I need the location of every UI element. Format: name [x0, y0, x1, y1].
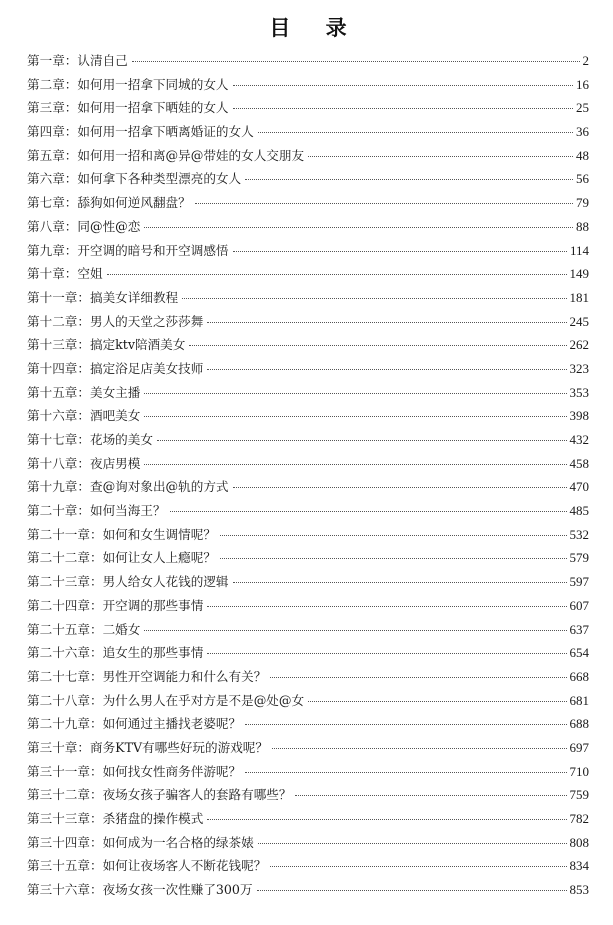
toc-chapter-title: 夜场女孩一次性赚了300万 — [102, 882, 253, 898]
toc-entry[interactable] — [27, 736, 589, 760]
toc-entry[interactable] — [27, 546, 589, 570]
toc-dot-leader — [245, 178, 573, 180]
toc-chapter-title: 搞定ktv陪酒美女 — [89, 337, 186, 353]
toc-page-number: 470 — [569, 479, 589, 495]
toc-dot-leader — [207, 321, 566, 323]
toc-chapter-title: 认清自己 — [77, 53, 128, 68]
toc-entry[interactable] — [27, 96, 589, 120]
toc-entry[interactable] — [27, 618, 589, 642]
toc-entry[interactable] — [27, 215, 589, 239]
toc-dot-leader — [233, 486, 567, 488]
toc-chapter-number: 第八章： — [27, 218, 78, 234]
toc-chapter-number: 第九章： — [27, 242, 78, 258]
toc-entry[interactable] — [27, 428, 589, 452]
toc-chapter-number: 第三十章： — [27, 739, 90, 755]
toc-page-number: 88 — [576, 218, 589, 234]
toc-chapter-number: 第二十三章： — [27, 574, 103, 590]
toc-page-number: 458 — [569, 455, 589, 471]
toc-entry[interactable] — [27, 594, 589, 618]
toc-chapter-number: 第四章： — [27, 124, 78, 140]
toc-entry[interactable] — [27, 167, 589, 191]
toc-chapter-title: 如何用一招拿下晒离婚证的女人 — [77, 124, 254, 140]
toc-entry[interactable] — [27, 831, 589, 855]
toc-dot-leader — [257, 889, 567, 891]
toc-dot-leader — [157, 439, 567, 441]
toc-chapter-title: 如何用一招拿下同城的女人 — [77, 76, 229, 92]
toc-chapter-number: 第五章： — [27, 147, 78, 163]
toc-page-number: 181 — [569, 289, 589, 305]
toc-entry[interactable] — [27, 570, 589, 594]
toc-chapter-number: 第三十三章： — [27, 811, 103, 826]
toc-dot-leader — [233, 581, 567, 583]
toc-entry[interactable] — [27, 499, 589, 523]
toc-dot-leader — [233, 84, 574, 86]
toc-page-number: 853 — [569, 882, 589, 898]
toc-chapter-number: 第十章： — [27, 266, 78, 282]
toc-chapter-title: 如何和女生调情呢？ — [102, 526, 216, 542]
toc-page-number: 149 — [569, 266, 589, 282]
toc-dot-leader — [270, 865, 566, 867]
toc-dot-leader — [144, 392, 566, 394]
toc-page-number: 432 — [569, 432, 589, 447]
toc-entry[interactable] — [27, 333, 589, 357]
toc-dot-leader — [308, 155, 573, 157]
toc-page-number: 808 — [569, 834, 589, 850]
toc-chapter-title: 同@性@恋 — [77, 218, 141, 234]
toc-chapter-title: 美女主播 — [89, 384, 141, 400]
toc-page-number: 16 — [576, 76, 589, 92]
toc-dot-leader — [220, 557, 567, 559]
toc-chapter-number: 第十七章： — [27, 432, 90, 447]
toc-dot-leader — [308, 700, 566, 702]
toc-chapter-number: 第二十二章： — [27, 550, 103, 566]
toc-dot-leader — [233, 250, 567, 252]
toc-dot-leader — [258, 842, 567, 844]
toc-chapter-title: 查@询对象出@轨的方式 — [89, 479, 229, 495]
toc-chapter-title: 如何通过主播找老婆呢？ — [102, 716, 242, 732]
toc-chapter-title: 搞定浴足店美女技师 — [89, 360, 204, 376]
toc-chapter-title: 酒吧美女 — [89, 408, 141, 424]
toc-chapter-title: 杀猪盘的操作模式 — [102, 811, 204, 826]
toc-page-number: 25 — [576, 100, 589, 116]
toc-dot-leader — [144, 463, 566, 465]
toc-chapter-title: 夜场女孩子骗客人的套路有哪些？ — [102, 787, 292, 803]
toc-chapter-number: 第二章： — [27, 76, 78, 92]
toc-entry[interactable] — [27, 523, 589, 547]
toc-chapter-title: 如何拿下各种类型漂亮的女人 — [77, 171, 242, 187]
toc-page-number: 782 — [569, 811, 589, 826]
toc-entry[interactable] — [27, 689, 589, 713]
toc-chapter-title: 如何让女人上瘾呢？ — [102, 550, 216, 566]
toc-chapter-number: 第三十一章： — [27, 763, 103, 779]
toc-dot-leader — [207, 605, 566, 607]
toc-entry[interactable] — [27, 475, 589, 499]
toc-entry[interactable] — [27, 381, 589, 405]
toc-dot-leader — [220, 534, 567, 536]
toc-dot-leader — [182, 297, 566, 299]
toc-page-number: 245 — [569, 313, 589, 329]
toc-chapter-number: 第三十二章： — [27, 787, 103, 803]
toc-dot-leader — [233, 107, 574, 109]
toc-dot-leader — [295, 794, 566, 796]
toc-chapter-number: 第十九章： — [27, 479, 90, 495]
toc-entry[interactable] — [27, 807, 589, 831]
toc-page-number: 114 — [569, 242, 589, 258]
toc-chapter-number: 第十三章： — [27, 337, 90, 353]
toc-page-number: 532 — [569, 526, 589, 542]
toc-entry[interactable] — [27, 49, 589, 73]
toc-page-number: 654 — [569, 645, 589, 661]
toc-dot-leader — [272, 747, 567, 749]
toc-entry[interactable] — [27, 191, 589, 215]
toc-entry[interactable] — [27, 712, 589, 736]
toc-chapter-title: 开空调的那些事情 — [102, 597, 204, 613]
toc-dot-leader — [245, 723, 566, 725]
toc-chapter-number: 第十五章： — [27, 384, 90, 400]
toc-list — [27, 49, 589, 902]
toc-dot-leader — [170, 510, 567, 512]
toc-page-number: 398 — [569, 408, 589, 424]
toc-chapter-number: 第三十四章： — [27, 834, 103, 850]
toc-chapter-title: 如何当海王？ — [89, 503, 166, 519]
toc-page-number: 79 — [576, 195, 589, 211]
toc-page-number: 48 — [576, 147, 589, 163]
toc-entry[interactable] — [27, 452, 589, 476]
toc-chapter-title: 如何成为一名合格的绿茶婊 — [102, 834, 254, 850]
toc-chapter-title: 如何让夜场客人不断花钱呢？ — [102, 858, 267, 874]
toc-page-number: 323 — [569, 360, 589, 376]
toc-chapter-number: 第二十八章： — [27, 692, 103, 708]
toc-entry[interactable] — [27, 310, 589, 334]
toc-entry[interactable] — [27, 641, 589, 665]
toc-dot-leader — [144, 226, 573, 228]
toc-chapter-title: 舔狗如何逆风翻盘？ — [77, 195, 191, 211]
toc-page-number: 36 — [576, 124, 589, 140]
toc-entry[interactable] — [27, 262, 589, 286]
toc-dot-leader — [189, 344, 566, 346]
toc-page-number: 697 — [569, 739, 589, 755]
toc-chapter-number: 第三章： — [27, 100, 78, 116]
toc-page-number: 597 — [569, 574, 589, 590]
toc-entry[interactable] — [27, 783, 589, 807]
toc-entry[interactable] — [27, 760, 589, 784]
toc-entry[interactable] — [27, 357, 589, 381]
toc-chapter-title: 花场的美女 — [89, 432, 153, 447]
toc-entry[interactable] — [27, 239, 589, 263]
toc-chapter-title: 如何找女性商务伴游呢？ — [102, 763, 242, 779]
toc-chapter-number: 第二十章： — [27, 503, 90, 519]
toc-chapter-title: 为什么男人在乎对方是不是@处@女 — [102, 692, 305, 708]
toc-page-number: 681 — [569, 692, 589, 708]
toc-dot-leader — [258, 131, 573, 133]
toc-page-number: 710 — [569, 763, 589, 779]
toc-dot-leader — [107, 273, 567, 275]
toc-page-number: 485 — [569, 503, 589, 519]
toc-chapter-number: 第十四章： — [27, 360, 90, 376]
toc-chapter-number: 第二十五章： — [27, 621, 103, 637]
toc-entry[interactable] — [27, 404, 589, 428]
toc-chapter-title: 商务KTV有哪些好玩的游戏呢？ — [89, 739, 268, 755]
toc-entry[interactable] — [27, 854, 589, 878]
toc-page-number: 353 — [569, 384, 589, 400]
toc-chapter-number: 第三十五章： — [27, 858, 103, 874]
toc-chapter-title: 开空调的暗号和开空调感悟 — [77, 242, 229, 258]
toc-chapter-number: 第二十一章： — [27, 526, 103, 542]
toc-entry[interactable] — [27, 73, 589, 97]
toc-entry[interactable] — [27, 665, 589, 689]
toc-chapter-number: 第二十六章： — [27, 645, 103, 661]
toc-chapter-title: 男性开空调能力和什么有关？ — [102, 668, 267, 684]
toc-page-number: 834 — [569, 858, 589, 874]
toc-chapter-number: 第一章： — [27, 53, 78, 68]
toc-dot-leader — [132, 60, 580, 62]
toc-dot-leader — [207, 368, 566, 370]
toc-chapter-number: 第六章： — [27, 171, 78, 187]
toc-dot-leader — [144, 415, 566, 417]
toc-page-number: 607 — [569, 597, 589, 613]
toc-chapter-number: 第十二章： — [27, 313, 90, 329]
toc-dot-leader — [207, 818, 566, 820]
toc-page-number: 262 — [569, 337, 589, 353]
toc-chapter-title: 追女生的那些事情 — [102, 645, 204, 661]
toc-chapter-title: 二婚女 — [102, 621, 141, 637]
toc-dot-leader — [144, 629, 566, 631]
toc-chapter-title: 夜店男模 — [89, 455, 141, 471]
toc-dot-leader — [195, 202, 573, 204]
toc-dot-leader — [245, 771, 566, 773]
toc-chapter-title: 空姐 — [77, 266, 103, 282]
toc-chapter-number: 第二十九章： — [27, 716, 103, 732]
toc-chapter-title: 搞美女详细教程 — [89, 289, 179, 305]
toc-page — [0, 11, 613, 925]
toc-page-number: 2 — [582, 53, 589, 68]
toc-chapter-number: 第二十四章： — [27, 597, 103, 613]
toc-chapter-title: 男人给女人花钱的逻辑 — [102, 574, 229, 590]
toc-chapter-number: 第十六章： — [27, 408, 90, 424]
toc-page-number: 688 — [569, 716, 589, 732]
toc-page-number: 668 — [569, 668, 589, 684]
toc-entry[interactable] — [27, 144, 589, 168]
toc-page-number: 759 — [569, 787, 589, 803]
toc-entry[interactable] — [27, 286, 589, 310]
toc-chapter-number: 第七章： — [27, 195, 78, 211]
toc-chapter-number: 第二十七章： — [27, 668, 103, 684]
toc-entry[interactable] — [27, 120, 589, 144]
toc-chapter-number: 第三十六章： — [27, 882, 103, 898]
toc-dot-leader — [270, 676, 566, 678]
toc-chapter-title: 如何用一招拿下晒娃的女人 — [77, 100, 229, 116]
toc-chapter-number: 第十八章： — [27, 455, 90, 471]
toc-chapter-title: 如何用一招和离@异@带娃的女人交朋友 — [77, 147, 305, 163]
toc-chapter-title: 男人的天堂之莎莎舞 — [89, 313, 204, 329]
toc-chapter-number: 第十一章： — [27, 289, 90, 305]
toc-page-number: 579 — [569, 550, 589, 566]
toc-dot-leader — [207, 652, 566, 654]
toc-page-number: 637 — [569, 621, 589, 637]
toc-entry[interactable] — [27, 878, 589, 902]
toc-title: 目 录 — [269, 15, 361, 40]
toc-page-number: 56 — [576, 171, 589, 187]
